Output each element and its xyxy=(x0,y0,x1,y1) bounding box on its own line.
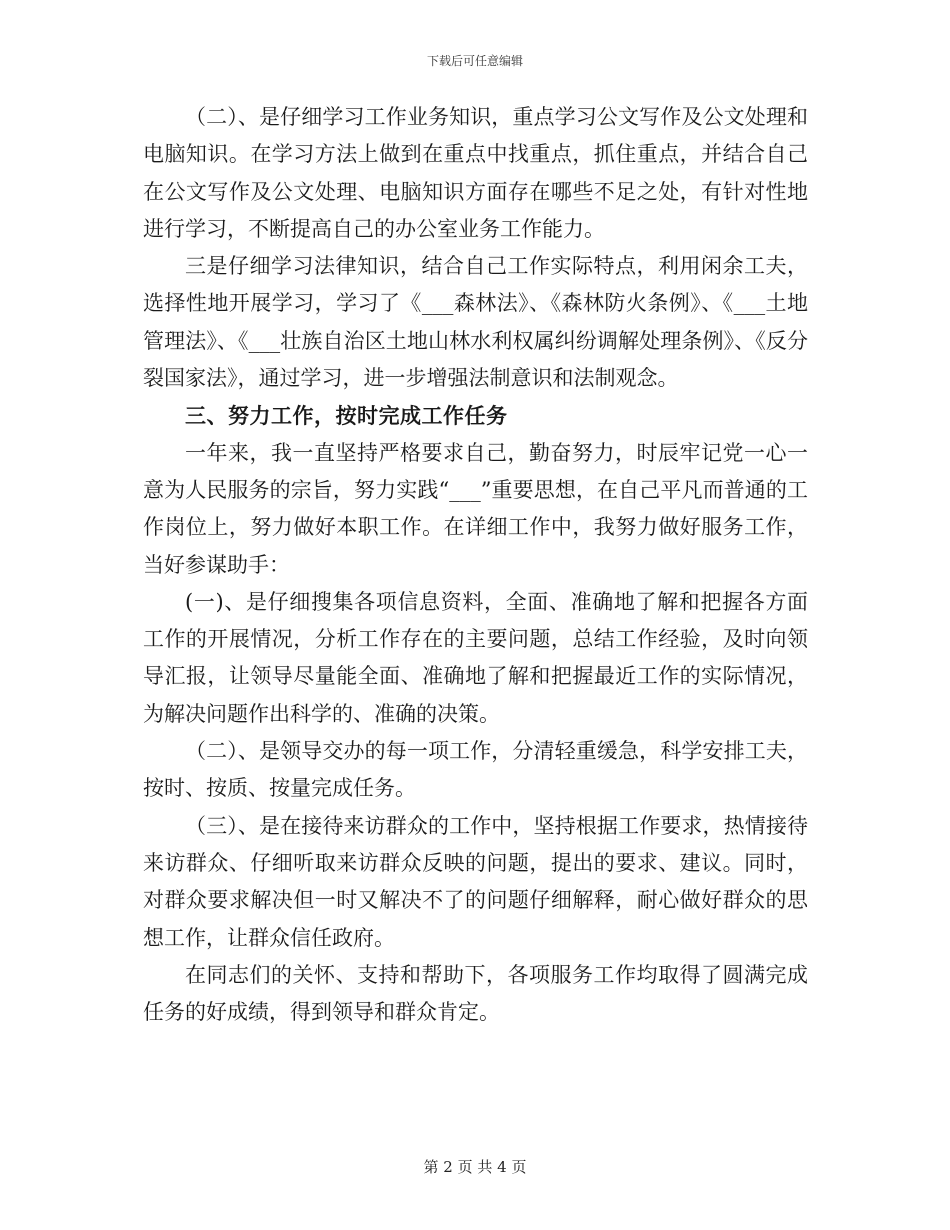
page-number: 第 2 页 共 4 页 xyxy=(423,1158,527,1176)
document-body xyxy=(143,99,808,1031)
page-header: 下载后可任意编辑 xyxy=(426,54,523,68)
paragraph-conclusion: 在同志们的关怀、支持和帮助下，各项服务工作均取得了圆满完成任务的好成绩，得到领导和群众肯定。 xyxy=(143,962,808,1025)
section-heading-work: 三、努力工作，按时完成工作任务 xyxy=(185,403,508,429)
paragraph-study-business: （二）、是仔细学习工作业务知识，重点学习公文写作及公文处理和电脑知识。在学习方法上做到在重点中找重点，抓住重点，并结合自己在公文写作及公文处理、电脑知识方面存在哪些不足之处，有针对性地进行学习，不断提高自己的办公室业务工作能力。 xyxy=(143,105,808,241)
paragraph-leader-tasks: （二）、是领导交办的每一项工作，分清轻重缓急，科学安排工夫，按时、按质、按量完成任务。 xyxy=(143,739,808,801)
paragraph-collect-info: (一)、是仔细搜集各项信息资料，全面、准确地了解和把握各方面工作的开展情况，分析工作存在的主要问题，总结工作经验，及时向领导汇报，让领导尽量能全面、准确地了解和把握最近工作的实际情况，为解决问题作出科学的、准确的决策。 xyxy=(143,589,808,726)
paragraph-receive-visitors: （三）、是在接待来访群众的工作中，坚持根据工作要求，热情接待来访群众、仔细听取来访群众反映的问题，提出的要求、建议。同时，对群众要求解决但一时又解决不了的问题仔细解释，耐心做好群众的思想工作，让群众信任政府。 xyxy=(143,813,808,950)
paragraph-work-intro: 一年来，我一直坚持严格要求自己，勤奋努力，时辰牢记党一心一意为人民服务的宗旨，努力实践“___”重要思想，在自己平凡而普通的工作岗位上，努力做好本职工作。在详细工作中，我努力做好服务工作，当好参谋助手： xyxy=(143,440,808,577)
paragraph-study-law: 三是仔细学习法律知识，结合自己工作实际特点，利用闲余工夫，选择性地开展学习，学习了《___森林法》、《森林防火条例》、《___土地管理法》、《___壮族自治区土地山林水利权属纠纷调解处理条例》、《反分裂国家法》，通过学习，进一步增强法制意识和法制观念。 xyxy=(143,254,808,391)
